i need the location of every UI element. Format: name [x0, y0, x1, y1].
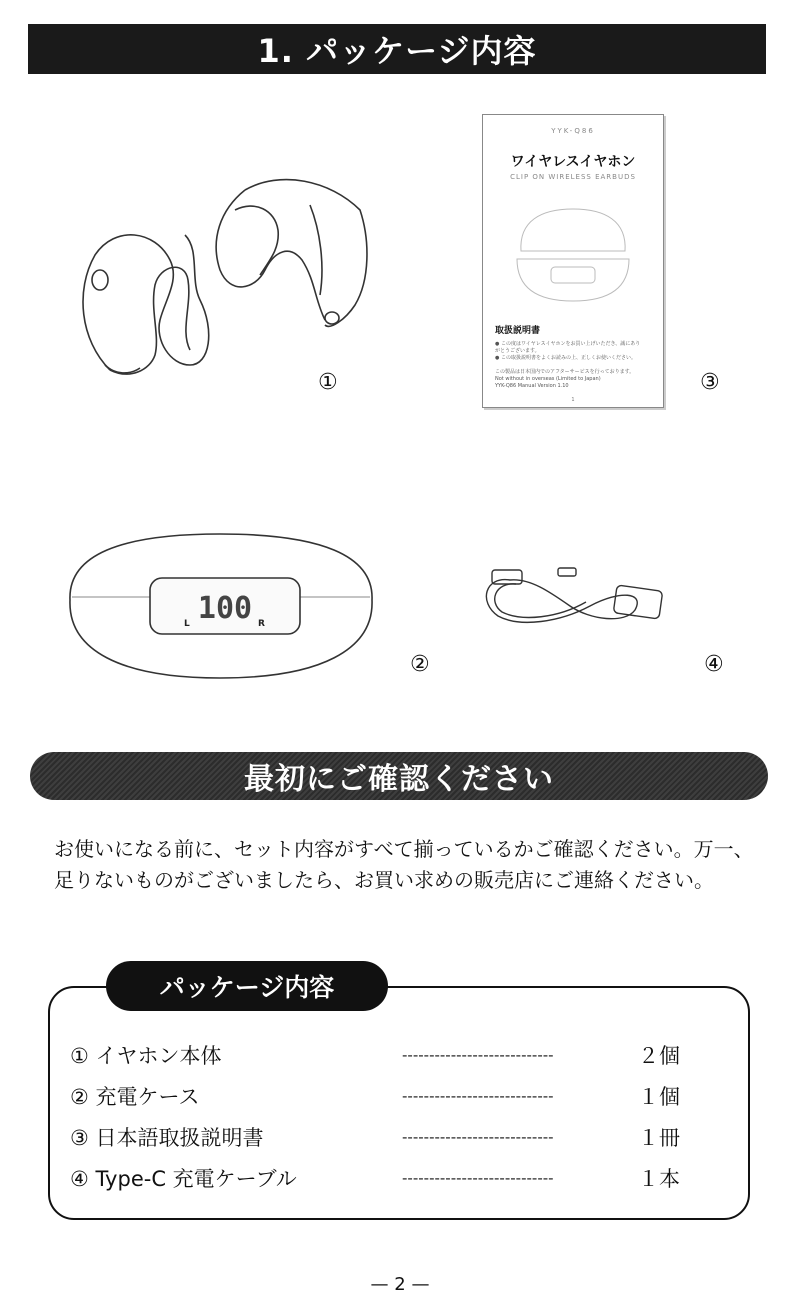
case-display-left: L — [184, 619, 190, 629]
item-quantity: ２個 — [638, 1044, 680, 1068]
page-title: 1. パッケージ内容 — [28, 24, 766, 74]
list-item — [70, 1122, 730, 1152]
charging-case-illustration — [60, 530, 380, 682]
marker-3: ③ — [700, 370, 720, 395]
marker-4: ④ — [704, 652, 724, 677]
list-item — [70, 1163, 730, 1193]
item-label: ③ 日本語取扱説明書 — [70, 1126, 264, 1150]
case-display-digits: 100 — [197, 591, 253, 626]
manual-text-line: Not without in overseas (Limited to Japan) — [495, 376, 601, 382]
manual-illustration — [482, 114, 664, 408]
item-label: ① イヤホン本体 — [70, 1044, 222, 1068]
item-label: ② 充電ケース — [70, 1085, 200, 1109]
earbuds-illustration — [70, 170, 370, 400]
manual-text-line: ● この度はワイヤレスイヤホンをお買い上げいただき、誠にありがとうございます。 — [495, 341, 641, 354]
case-display-right: R — [258, 619, 265, 629]
marker-1: ① — [318, 370, 338, 395]
leader-dots: ---------------------------- — [402, 1046, 554, 1064]
manual-subtitle: CLIP ON WIRELESS EARBUDS — [510, 173, 636, 181]
item-quantity: １冊 — [638, 1126, 680, 1150]
confirm-banner: 最初にご確認ください — [30, 752, 768, 800]
list-item — [70, 1081, 730, 1111]
manual-text-line: YYK-Q86 Manual Version 1.10 — [495, 383, 569, 389]
notice-text: お使いになる前に、セット内容がすべて揃っているかご確認ください。万一、足りないものがございましたら、お買い求めの販売店にご連絡ください。 — [54, 837, 754, 892]
type-c-cable-illustration — [470, 562, 670, 634]
manual-brand: YYK-Q86 — [551, 127, 595, 135]
manual-page-number: 1 — [571, 397, 575, 403]
leader-dots: ---------------------------- — [402, 1169, 554, 1187]
item-quantity: １本 — [638, 1167, 680, 1191]
item-label: ④ Type-C 充電ケーブル — [70, 1167, 297, 1191]
manual-title: ワイヤレスイヤホン — [510, 154, 636, 170]
manual-text-line: ● この取扱説明書をよくお読みの上、正しくお使いください。 — [495, 355, 636, 361]
manual-case-drawing — [511, 201, 635, 305]
leader-dots: ---------------------------- — [402, 1128, 554, 1146]
item-quantity: １個 — [638, 1085, 680, 1109]
list-item — [70, 1040, 730, 1070]
manual-text-line: この製品は日本国内でのアフターサービスを行っております。 — [495, 369, 635, 375]
leader-dots: ---------------------------- — [402, 1087, 554, 1105]
manual-section-title: 取扱説明書 — [495, 326, 541, 336]
package-contents-title: パッケージ内容 — [106, 961, 388, 1011]
page-number: — 2 — — [370, 1274, 430, 1295]
marker-2: ② — [410, 652, 430, 677]
